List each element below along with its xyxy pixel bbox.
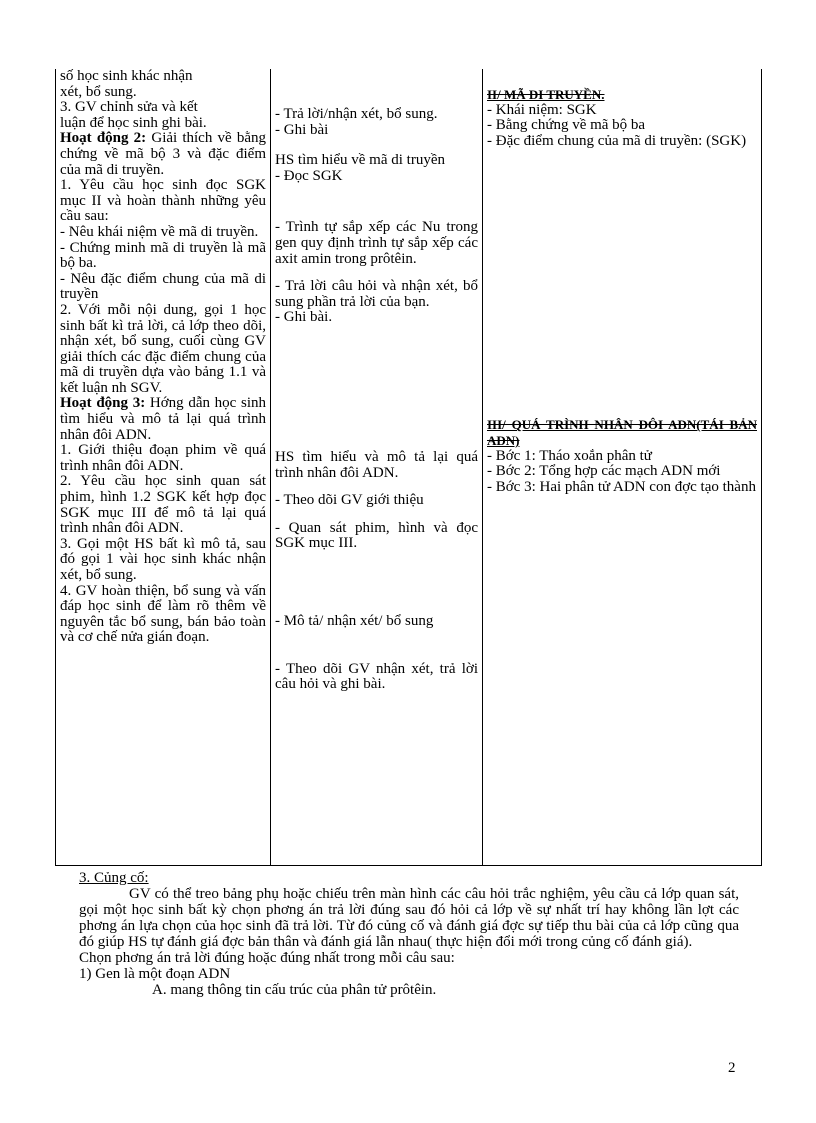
- activity-3-text: Hớng dẫn học sinh tìm hiểu và mô tả lại quá trình nhân đôi ADN.: [60, 395, 266, 443]
- consolidation-section: [79, 870, 739, 998]
- text-line: 2. Yêu cầu học sinh quan sát phim, hình 1.2 SGK kết hợp đọc SGK mục III để mô tả lại quá trình nhân đôi ADN.: [60, 473, 266, 537]
- table-row: [56, 69, 762, 866]
- text-line: HS tìm hiểu về mã di truyền: [275, 152, 445, 169]
- text-line: số học sinh khác nhận: [60, 68, 193, 84]
- list-item: - Bớc 3: Hai phân tử ADN con đợc tạo thành: [487, 478, 756, 495]
- text-line: 3. GV chỉnh sửa và kết: [60, 99, 198, 116]
- text-line: 1. Giới thiệu đoạn phim về quá trình nhân đôi ADN.: [60, 442, 266, 474]
- activity-3-label: Hoạt động 3:: [60, 395, 146, 412]
- text-line: - Ghi bài.: [275, 309, 333, 326]
- text-line: - Mô tả/ nhận xét/ bổ sung: [275, 612, 434, 629]
- consolidation-paragraph: GV có thể treo bảng phụ hoặc chiếu trên màn hình các câu hỏi trắc nghiệm, yêu cầu cả lớp quan sát, gọi một học sinh bất kỳ chọn phơng án trả lời đúng sau đó hỏi cả lớp về sự nhất trí hay không lần lợt các phơng án lựa chọn của học sinh đã trả lời. Từ đó củng cố và đánh giá đợc sự tiếp thu bài của cả lớp cũng qua đó giúp HS tự đánh giá đợc bản thân và đánh giá lẫn nhau( thực hiện đổi mới trong củng cố đánh giá).: [79, 886, 739, 950]
- text-line: - Ghi bài: [275, 121, 329, 138]
- list-item: - Khái niệm: SGK: [487, 101, 597, 118]
- teacher-activity-cell: [56, 69, 271, 866]
- text-line: - Theo dõi GV nhận xét, trả lời câu hỏi và ghi bài.: [275, 660, 478, 693]
- question-1: 1) Gen là một đoạn ADN: [79, 966, 231, 982]
- text-line: 4. GV hoàn thiện, bổ sung và vấn đáp học sinh để làm rõ thêm về nguyên tắc bổ sung, bán bảo toàn và cơ chế nửa gián đoạn.: [60, 582, 266, 646]
- text-line: - Quan sát phim, hình và đọc SGK mục III.: [275, 519, 478, 552]
- text-line: 3. Gọi một HS bất kì mô tả, sau đó gọi 1 vài học sinh khác nhận xét, bổ sung.: [60, 535, 266, 583]
- lesson-table: [55, 69, 762, 866]
- text-line: - Trả lời câu hỏi và nhận xét, bổ sung phần trả lời của bạn.: [275, 278, 478, 310]
- text-line: - Theo dõi GV giới thiệu: [275, 492, 424, 509]
- section-heading: 3. Củng cố:: [79, 870, 149, 886]
- text-line: 1. Yêu cầu học sinh đọc SGK mục II và hoàn thành những yêu cầu sau:: [60, 177, 266, 225]
- list-item: - Đặc điểm chung của mã di truyền: (SGK): [487, 132, 747, 149]
- section-3-title: III/ QUÁ TRÌNH NHÂN ĐÔI ADN(TÁI BẢN ADN): [487, 417, 757, 448]
- text-line: - Chứng minh mã di truyền là mã bộ ba.: [60, 239, 266, 272]
- activity-2-heading: [60, 131, 266, 178]
- text-line: 2. Với mỗi nội dung, gọi 1 học sinh bất kì trả lời, cả lớp theo dõi, nhận xét, bổ sung, cuối cùng GV giải thích các đặc điểm chung của mã di truyền dựa vào bảng 1.1 và kết luận nh SGV.: [60, 301, 266, 396]
- text-line: HS tìm hiểu và mô tả lại quá trình nhân đôi ADN.: [275, 448, 478, 481]
- page-number: 2: [728, 1060, 736, 1076]
- answer-option-a: A. mang thông tin cấu trúc của phân tử prôtêin.: [152, 982, 437, 998]
- text-line: luận để học sinh ghi bài.: [60, 114, 207, 131]
- list-item: - Bớc 2: Tổng hợp các mạch ADN mới: [487, 463, 721, 480]
- text-line: xét, bổ sung.: [60, 83, 137, 100]
- activity-2-label: Hoạt động 2:: [60, 130, 147, 147]
- text-line: - Trả lời/nhận xét, bổ sung.: [275, 106, 438, 122]
- activity-2-text: Giải thích về bằng chứng về mã bộ 3 và đặc điểm của mã di truyền.: [60, 130, 266, 178]
- text-line: - Nêu khái niệm về mã di truyền.: [60, 223, 259, 240]
- instruction-line: Chọn phơng án trả lời đúng hoặc đúng nhất trong mỗi câu sau:: [79, 950, 455, 966]
- content-cell: [483, 69, 762, 866]
- section-2-title: II/ MÃ DI TRUYỀN.: [487, 87, 605, 102]
- list-item: - Bằng chứng về mã bộ ba: [487, 117, 646, 134]
- text-line: - Nêu đặc điểm chung của mã di truyền: [60, 270, 266, 303]
- student-activity-cell: [271, 69, 483, 866]
- text-line: - Trình tự sắp xếp các Nu trong gen quy định trình tự sắp xếp các axit amin trong prôtêin.: [275, 219, 478, 267]
- list-item: - Bớc 1: Tháo xoắn phân tử: [487, 447, 652, 464]
- activity-3-heading: [60, 396, 266, 443]
- text-line: - Đọc SGK: [275, 167, 343, 184]
